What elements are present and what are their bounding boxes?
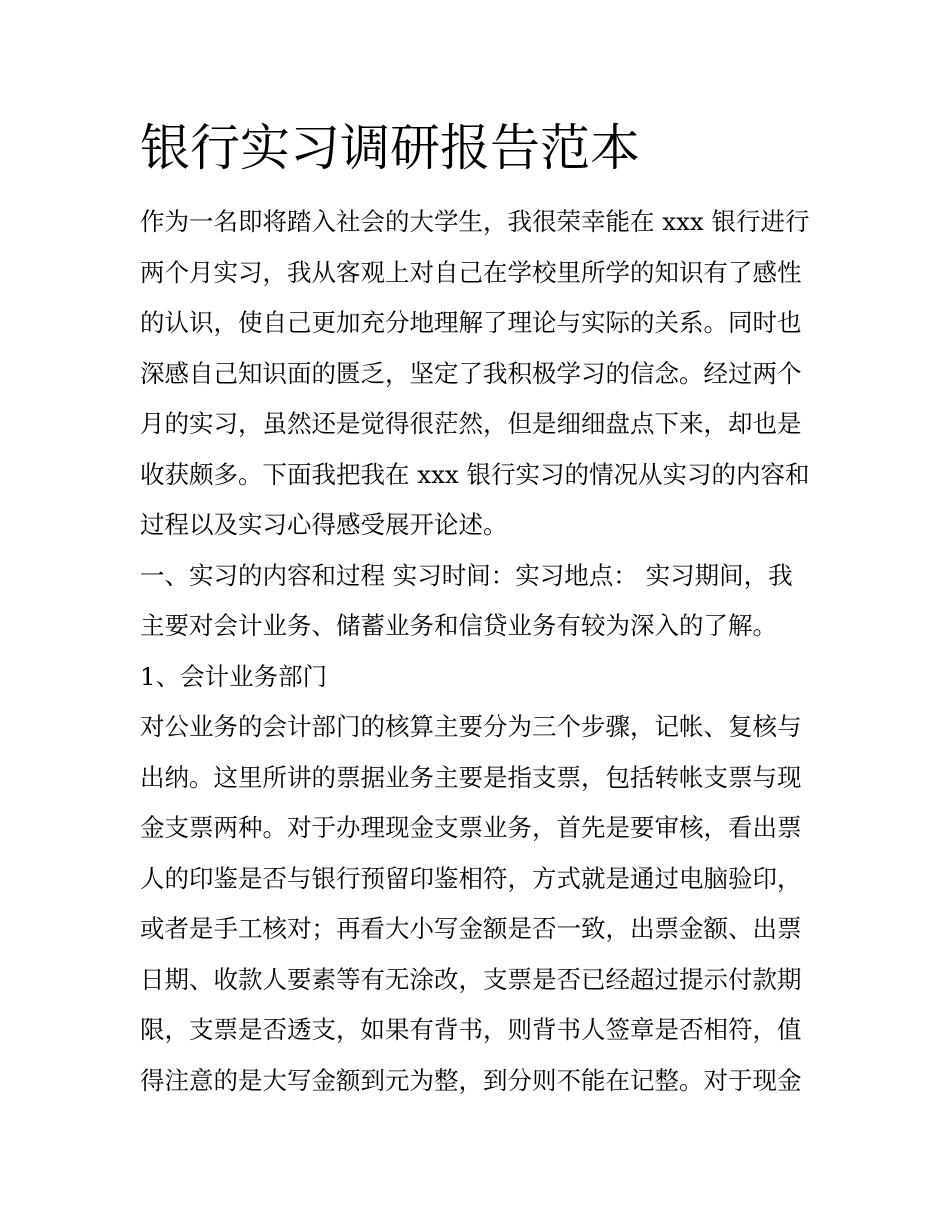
paragraph-line: 的认识，使自己更加充分地理解了理论与实际的关系。同时也 (140, 308, 802, 337)
paragraph-line: 主要对会计业务、储蓄业务和信贷业务有较为深入的了解。 (140, 611, 777, 640)
paragraph-line: 日期、收款人要素等有无涂改，支票是否已经超过提示付款期 (140, 964, 802, 994)
paragraph-line: 限，支票是否透支，如果有背书，则背书人签章是否相符，值 (140, 1015, 802, 1044)
paragraph-line: 作为一名即将踏入社会的大学生，我很荣幸能在 xxx 银行进行 (140, 207, 810, 236)
paragraph-line: 人的印鉴是否与银行预留印鉴相符，方式就是通过电脑验印， (140, 863, 802, 893)
paragraph-line: 得注意的是大写金额到元为整，到分则不能在记整。对于现金 (140, 1065, 802, 1095)
paragraph-line: 收获颇多。下面我把我在 xxx 银行实习的情况从实习的内容和 (140, 459, 810, 489)
paragraph-line: 深感自己知识面的匮乏，坚定了我积极学习的信念。经过两个 (140, 358, 802, 388)
paragraph-line: 金支票两种。对于办理现金支票业务，首先是要审核，看出票 (140, 813, 802, 842)
paragraph-line: 月的实习，虽然还是觉得很茫然，但是细细盘点下来，却也是 (140, 409, 802, 438)
document-body (140, 197, 820, 1106)
paragraph-line: 两个月实习，我从客观上对自己在学校里所学的知识有了感性 (140, 257, 802, 287)
subsection-heading: 1、会计业务部门 (140, 661, 328, 691)
paragraph-line: 或者是手工核对；再看大小写金额是否一致，出票金额、出票 (140, 914, 802, 943)
section-heading-line: 一、实习的内容和过程 实习时间：实习地点： 实习期间，我 (140, 560, 793, 590)
document-title: 银行实习调研报告范本 (140, 119, 640, 177)
paragraph-line: 出纳。这里所讲的票据业务主要是指支票，包括转帐支票与现 (140, 762, 802, 792)
paragraph-line: 过程以及实习心得感受展开论述。 (140, 510, 508, 539)
paragraph-line: 对公业务的会计部门的核算主要分为三个步骤，记帐、复核与 (140, 712, 802, 741)
